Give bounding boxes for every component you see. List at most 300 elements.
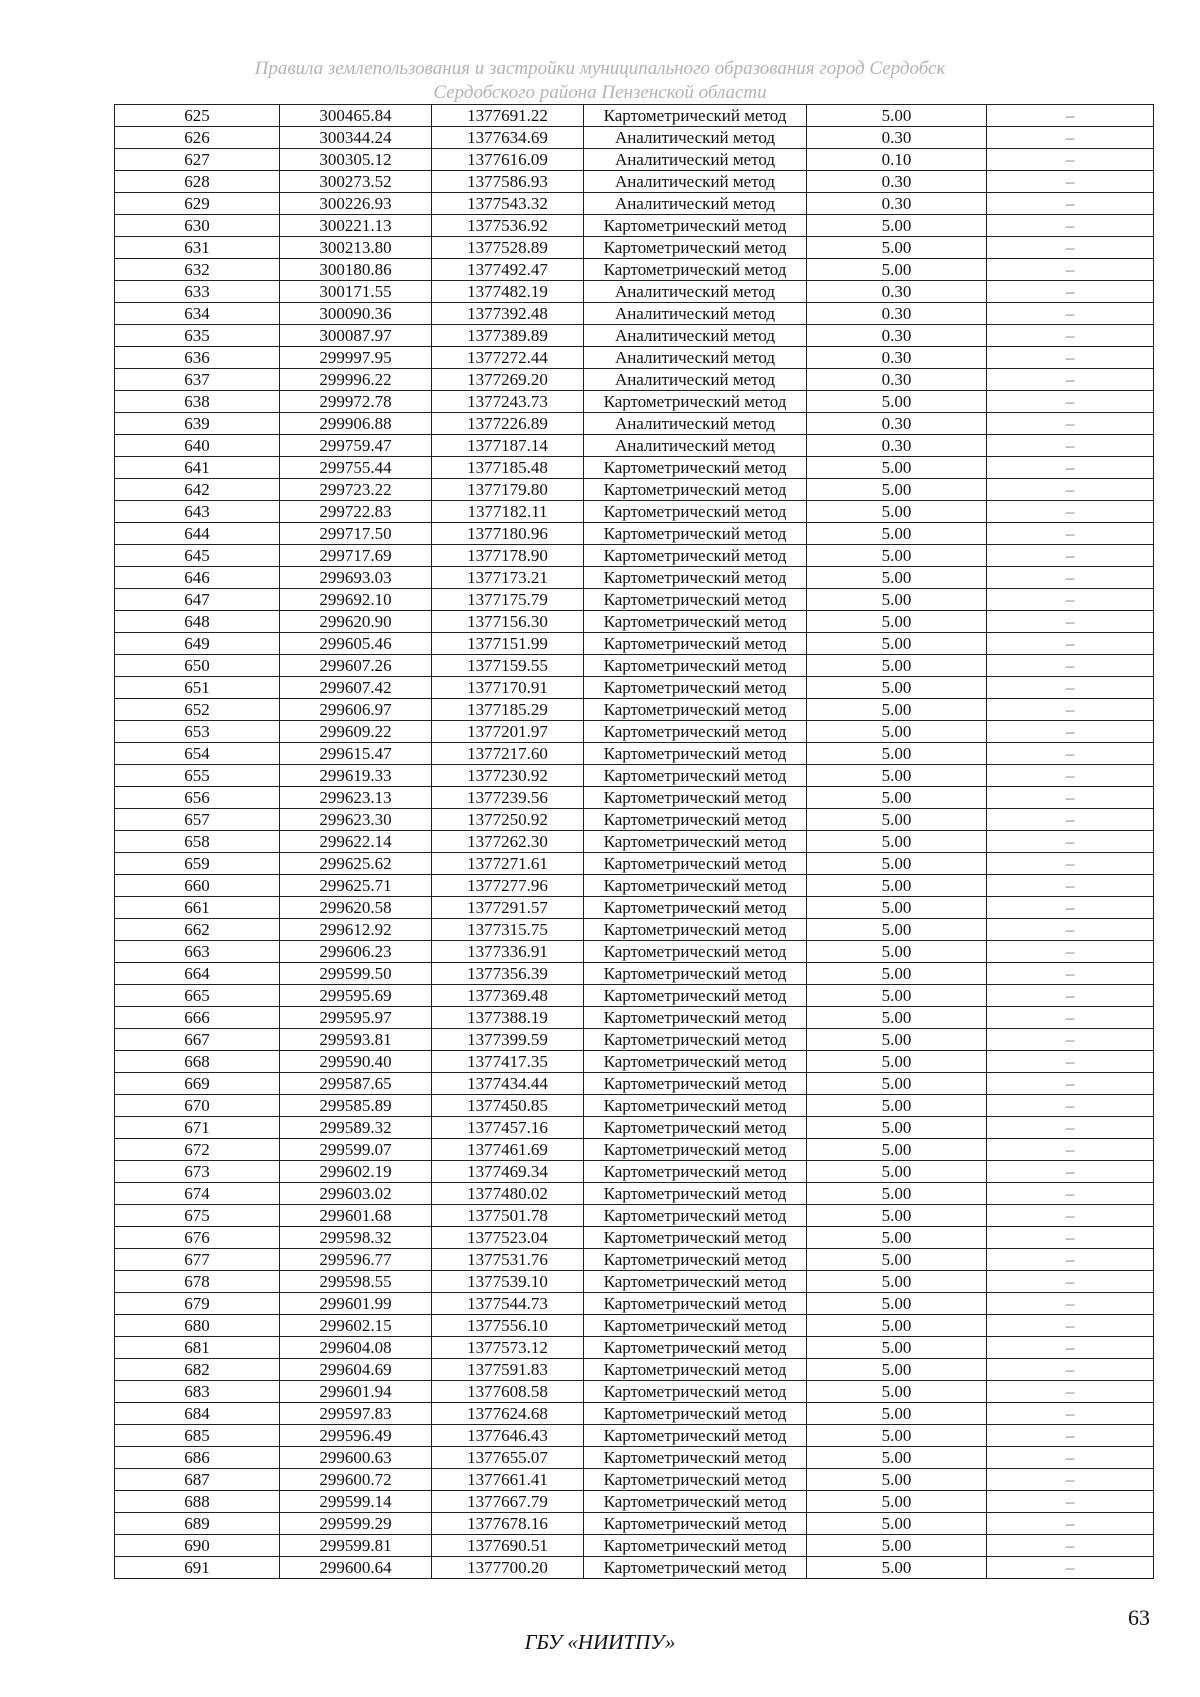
table-row	[115, 281, 1154, 303]
point-number-cell: 627	[115, 149, 280, 171]
method-cell: Картометрический метод	[584, 1491, 807, 1513]
accuracy-cell: 5.00	[807, 1337, 987, 1359]
point-number-cell: 667	[115, 1029, 280, 1051]
method-cell: Картометрический метод	[584, 677, 807, 699]
y-coordinate-cell: 1377501.78	[432, 1205, 584, 1227]
table-row	[115, 831, 1154, 853]
point-number-cell: 682	[115, 1359, 280, 1381]
x-coordinate-cell: 299609.22	[280, 721, 432, 743]
table-row	[115, 259, 1154, 281]
point-number-cell: 640	[115, 435, 280, 457]
point-number-cell: 666	[115, 1007, 280, 1029]
running-header-line-2: Сердобского района Пензенской области	[433, 82, 767, 103]
x-coordinate-cell: 299620.90	[280, 611, 432, 633]
method-cell: Картометрический метод	[584, 1271, 807, 1293]
y-coordinate-cell: 1377480.02	[432, 1183, 584, 1205]
table-row	[115, 743, 1154, 765]
table-row	[115, 1381, 1154, 1403]
point-number-cell: 652	[115, 699, 280, 721]
table-row	[115, 237, 1154, 259]
y-coordinate-cell: 1377700.20	[432, 1557, 584, 1579]
method-cell: Картометрический метод	[584, 875, 807, 897]
point-number-cell: 673	[115, 1161, 280, 1183]
point-number-cell: 646	[115, 567, 280, 589]
accuracy-cell: 5.00	[807, 1381, 987, 1403]
point-number-cell: 690	[115, 1535, 280, 1557]
accuracy-cell: 5.00	[807, 1557, 987, 1579]
point-number-cell: 656	[115, 787, 280, 809]
accuracy-cell: 5.00	[807, 963, 987, 985]
accuracy-cell: 5.00	[807, 501, 987, 523]
y-coordinate-cell: 1377170.91	[432, 677, 584, 699]
note-cell: –	[987, 1381, 1154, 1403]
method-cell: Аналитический метод	[584, 325, 807, 347]
point-number-cell: 687	[115, 1469, 280, 1491]
method-cell: Картометрический метод	[584, 721, 807, 743]
point-number-cell: 650	[115, 655, 280, 677]
table-row	[115, 611, 1154, 633]
table-row	[115, 1359, 1154, 1381]
note-cell: –	[987, 325, 1154, 347]
x-coordinate-cell: 299606.97	[280, 699, 432, 721]
note-cell: –	[987, 1051, 1154, 1073]
accuracy-cell: 5.00	[807, 237, 987, 259]
table-row	[115, 589, 1154, 611]
x-coordinate-cell: 300465.84	[280, 105, 432, 127]
point-number-cell: 663	[115, 941, 280, 963]
method-cell: Аналитический метод	[584, 127, 807, 149]
accuracy-cell: 0.30	[807, 413, 987, 435]
method-cell: Картометрический метод	[584, 1051, 807, 1073]
y-coordinate-cell: 1377178.90	[432, 545, 584, 567]
y-coordinate-cell: 1377175.79	[432, 589, 584, 611]
x-coordinate-cell: 299599.14	[280, 1491, 432, 1513]
method-cell: Картометрический метод	[584, 831, 807, 853]
note-cell: –	[987, 1073, 1154, 1095]
method-cell: Картометрический метод	[584, 633, 807, 655]
accuracy-cell: 5.00	[807, 611, 987, 633]
table-row	[115, 105, 1154, 127]
method-cell: Картометрический метод	[584, 1139, 807, 1161]
x-coordinate-cell: 300305.12	[280, 149, 432, 171]
note-cell: –	[987, 1425, 1154, 1447]
y-coordinate-cell: 1377434.44	[432, 1073, 584, 1095]
accuracy-cell: 0.30	[807, 171, 987, 193]
method-cell: Картометрический метод	[584, 985, 807, 1007]
y-coordinate-cell: 1377536.92	[432, 215, 584, 237]
note-cell: –	[987, 1469, 1154, 1491]
accuracy-cell: 5.00	[807, 1139, 987, 1161]
point-number-cell: 674	[115, 1183, 280, 1205]
table-row	[115, 1205, 1154, 1227]
accuracy-cell: 0.30	[807, 369, 987, 391]
x-coordinate-cell: 300213.80	[280, 237, 432, 259]
accuracy-cell: 5.00	[807, 1117, 987, 1139]
method-cell: Картометрический метод	[584, 765, 807, 787]
method-cell: Картометрический метод	[584, 1557, 807, 1579]
note-cell: –	[987, 589, 1154, 611]
y-coordinate-cell: 1377544.73	[432, 1293, 584, 1315]
note-cell: –	[987, 501, 1154, 523]
x-coordinate-cell: 299606.23	[280, 941, 432, 963]
note-cell: –	[987, 1359, 1154, 1381]
table-row	[115, 347, 1154, 369]
x-coordinate-cell: 299997.95	[280, 347, 432, 369]
note-cell: –	[987, 897, 1154, 919]
x-coordinate-cell: 300090.36	[280, 303, 432, 325]
point-number-cell: 672	[115, 1139, 280, 1161]
method-cell: Аналитический метод	[584, 413, 807, 435]
x-coordinate-cell: 299590.40	[280, 1051, 432, 1073]
table-row	[115, 1271, 1154, 1293]
note-cell: –	[987, 1535, 1154, 1557]
coordinates-table	[114, 104, 1154, 1579]
x-coordinate-cell: 299599.29	[280, 1513, 432, 1535]
point-number-cell: 677	[115, 1249, 280, 1271]
y-coordinate-cell: 1377291.57	[432, 897, 584, 919]
method-cell: Картометрический метод	[584, 237, 807, 259]
x-coordinate-cell: 299619.33	[280, 765, 432, 787]
accuracy-cell: 0.30	[807, 127, 987, 149]
y-coordinate-cell: 1377624.68	[432, 1403, 584, 1425]
x-coordinate-cell: 299623.30	[280, 809, 432, 831]
point-number-cell: 625	[115, 105, 280, 127]
table-row	[115, 699, 1154, 721]
y-coordinate-cell: 1377616.09	[432, 149, 584, 171]
x-coordinate-cell: 299597.83	[280, 1403, 432, 1425]
method-cell: Картометрический метод	[584, 259, 807, 281]
accuracy-cell: 0.30	[807, 281, 987, 303]
y-coordinate-cell: 1377250.92	[432, 809, 584, 831]
table-row	[115, 523, 1154, 545]
y-coordinate-cell: 1377201.97	[432, 721, 584, 743]
table-row	[115, 633, 1154, 655]
x-coordinate-cell: 299598.32	[280, 1227, 432, 1249]
x-coordinate-cell: 299605.46	[280, 633, 432, 655]
note-cell: –	[987, 1183, 1154, 1205]
table-row	[115, 853, 1154, 875]
note-cell: –	[987, 919, 1154, 941]
note-cell: –	[987, 743, 1154, 765]
y-coordinate-cell: 1377179.80	[432, 479, 584, 501]
method-cell: Картометрический метод	[584, 963, 807, 985]
y-coordinate-cell: 1377691.22	[432, 105, 584, 127]
table-row	[115, 1513, 1154, 1535]
y-coordinate-cell: 1377690.51	[432, 1535, 584, 1557]
note-cell: –	[987, 1491, 1154, 1513]
point-number-cell: 649	[115, 633, 280, 655]
point-number-cell: 626	[115, 127, 280, 149]
point-number-cell: 643	[115, 501, 280, 523]
accuracy-cell: 5.00	[807, 941, 987, 963]
point-number-cell: 668	[115, 1051, 280, 1073]
y-coordinate-cell: 1377185.29	[432, 699, 584, 721]
note-cell: –	[987, 413, 1154, 435]
note-cell: –	[987, 303, 1154, 325]
x-coordinate-cell: 299599.81	[280, 1535, 432, 1557]
point-number-cell: 659	[115, 853, 280, 875]
point-number-cell: 679	[115, 1293, 280, 1315]
table-row	[115, 1183, 1154, 1205]
note-cell: –	[987, 1161, 1154, 1183]
y-coordinate-cell: 1377356.39	[432, 963, 584, 985]
note-cell: –	[987, 1007, 1154, 1029]
method-cell: Картометрический метод	[584, 501, 807, 523]
accuracy-cell: 0.30	[807, 325, 987, 347]
point-number-cell: 654	[115, 743, 280, 765]
y-coordinate-cell: 1377173.21	[432, 567, 584, 589]
table-row	[115, 1557, 1154, 1579]
method-cell: Картометрический метод	[584, 1007, 807, 1029]
x-coordinate-cell: 299625.62	[280, 853, 432, 875]
table-row	[115, 325, 1154, 347]
y-coordinate-cell: 1377678.16	[432, 1513, 584, 1535]
point-number-cell: 648	[115, 611, 280, 633]
note-cell: –	[987, 1095, 1154, 1117]
table-row	[115, 985, 1154, 1007]
y-coordinate-cell: 1377450.85	[432, 1095, 584, 1117]
accuracy-cell: 5.00	[807, 633, 987, 655]
note-cell: –	[987, 105, 1154, 127]
point-number-cell: 691	[115, 1557, 280, 1579]
table-row	[115, 303, 1154, 325]
table-row	[115, 875, 1154, 897]
accuracy-cell: 5.00	[807, 215, 987, 237]
note-cell: –	[987, 237, 1154, 259]
accuracy-cell: 5.00	[807, 1315, 987, 1337]
method-cell: Картометрический метод	[584, 853, 807, 875]
table-row	[115, 655, 1154, 677]
y-coordinate-cell: 1377634.69	[432, 127, 584, 149]
y-coordinate-cell: 1377591.83	[432, 1359, 584, 1381]
point-number-cell: 670	[115, 1095, 280, 1117]
table-row	[115, 1161, 1154, 1183]
y-coordinate-cell: 1377531.76	[432, 1249, 584, 1271]
point-number-cell: 665	[115, 985, 280, 1007]
x-coordinate-cell: 299693.03	[280, 567, 432, 589]
y-coordinate-cell: 1377392.48	[432, 303, 584, 325]
x-coordinate-cell: 299600.63	[280, 1447, 432, 1469]
x-coordinate-cell: 299599.50	[280, 963, 432, 985]
x-coordinate-cell: 299723.22	[280, 479, 432, 501]
table-row	[115, 809, 1154, 831]
table-row	[115, 677, 1154, 699]
x-coordinate-cell: 299906.88	[280, 413, 432, 435]
y-coordinate-cell: 1377187.14	[432, 435, 584, 457]
accuracy-cell: 5.00	[807, 1271, 987, 1293]
method-cell: Картометрический метод	[584, 1359, 807, 1381]
method-cell: Картометрический метод	[584, 1095, 807, 1117]
table-row	[115, 567, 1154, 589]
accuracy-cell: 5.00	[807, 1249, 987, 1271]
accuracy-cell: 5.00	[807, 985, 987, 1007]
method-cell: Картометрический метод	[584, 1403, 807, 1425]
accuracy-cell: 0.30	[807, 303, 987, 325]
y-coordinate-cell: 1377180.96	[432, 523, 584, 545]
accuracy-cell: 5.00	[807, 1513, 987, 1535]
accuracy-cell: 5.00	[807, 391, 987, 413]
method-cell: Картометрический метод	[584, 897, 807, 919]
x-coordinate-cell: 299622.14	[280, 831, 432, 853]
x-coordinate-cell: 299603.02	[280, 1183, 432, 1205]
accuracy-cell: 5.00	[807, 853, 987, 875]
table-row	[115, 963, 1154, 985]
y-coordinate-cell: 1377389.89	[432, 325, 584, 347]
table-row	[115, 1315, 1154, 1337]
point-number-cell: 689	[115, 1513, 280, 1535]
table-row	[115, 941, 1154, 963]
point-number-cell: 658	[115, 831, 280, 853]
method-cell: Картометрический метод	[584, 919, 807, 941]
table-row	[115, 787, 1154, 809]
method-cell: Картометрический метод	[584, 567, 807, 589]
y-coordinate-cell: 1377217.60	[432, 743, 584, 765]
table-row	[115, 171, 1154, 193]
point-number-cell: 664	[115, 963, 280, 985]
x-coordinate-cell: 299607.26	[280, 655, 432, 677]
note-cell: –	[987, 633, 1154, 655]
method-cell: Картометрический метод	[584, 1513, 807, 1535]
accuracy-cell: 5.00	[807, 831, 987, 853]
point-number-cell: 671	[115, 1117, 280, 1139]
y-coordinate-cell: 1377523.04	[432, 1227, 584, 1249]
accuracy-cell: 5.00	[807, 1425, 987, 1447]
y-coordinate-cell: 1377399.59	[432, 1029, 584, 1051]
y-coordinate-cell: 1377461.69	[432, 1139, 584, 1161]
y-coordinate-cell: 1377528.89	[432, 237, 584, 259]
point-number-cell: 669	[115, 1073, 280, 1095]
note-cell: –	[987, 435, 1154, 457]
accuracy-cell: 5.00	[807, 1403, 987, 1425]
note-cell: –	[987, 1271, 1154, 1293]
x-coordinate-cell: 299601.99	[280, 1293, 432, 1315]
x-coordinate-cell: 299717.69	[280, 545, 432, 567]
x-coordinate-cell: 299623.13	[280, 787, 432, 809]
table-row	[115, 479, 1154, 501]
note-cell: –	[987, 1029, 1154, 1051]
accuracy-cell: 5.00	[807, 1161, 987, 1183]
note-cell: –	[987, 787, 1154, 809]
table-row	[115, 127, 1154, 149]
y-coordinate-cell: 1377667.79	[432, 1491, 584, 1513]
accuracy-cell: 5.00	[807, 479, 987, 501]
accuracy-cell: 5.00	[807, 765, 987, 787]
method-cell: Картометрический метод	[584, 1205, 807, 1227]
note-cell: –	[987, 941, 1154, 963]
table-row	[115, 1095, 1154, 1117]
y-coordinate-cell: 1377457.16	[432, 1117, 584, 1139]
point-number-cell: 647	[115, 589, 280, 611]
x-coordinate-cell: 299601.94	[280, 1381, 432, 1403]
method-cell: Картометрический метод	[584, 457, 807, 479]
y-coordinate-cell: 1377185.48	[432, 457, 584, 479]
table-row	[115, 1029, 1154, 1051]
point-number-cell: 634	[115, 303, 280, 325]
table-row	[115, 1139, 1154, 1161]
x-coordinate-cell: 299612.92	[280, 919, 432, 941]
x-coordinate-cell: 299596.49	[280, 1425, 432, 1447]
method-cell: Картометрический метод	[584, 1227, 807, 1249]
accuracy-cell: 5.00	[807, 1535, 987, 1557]
y-coordinate-cell: 1377388.19	[432, 1007, 584, 1029]
note-cell: –	[987, 1117, 1154, 1139]
point-number-cell: 686	[115, 1447, 280, 1469]
method-cell: Картометрический метод	[584, 1315, 807, 1337]
x-coordinate-cell: 299595.97	[280, 1007, 432, 1029]
note-cell: –	[987, 1513, 1154, 1535]
x-coordinate-cell: 299599.07	[280, 1139, 432, 1161]
note-cell: –	[987, 655, 1154, 677]
accuracy-cell: 5.00	[807, 1293, 987, 1315]
note-cell: –	[987, 765, 1154, 787]
method-cell: Картометрический метод	[584, 655, 807, 677]
accuracy-cell: 5.00	[807, 1029, 987, 1051]
y-coordinate-cell: 1377151.99	[432, 633, 584, 655]
x-coordinate-cell: 300344.24	[280, 127, 432, 149]
accuracy-cell: 5.00	[807, 655, 987, 677]
x-coordinate-cell: 299972.78	[280, 391, 432, 413]
y-coordinate-cell: 1377336.91	[432, 941, 584, 963]
note-cell: –	[987, 391, 1154, 413]
y-coordinate-cell: 1377417.35	[432, 1051, 584, 1073]
page-footer: ГБУ «НИИТПУ»	[524, 1630, 676, 1654]
x-coordinate-cell: 299759.47	[280, 435, 432, 457]
note-cell: –	[987, 985, 1154, 1007]
x-coordinate-cell: 299607.42	[280, 677, 432, 699]
table-row	[115, 721, 1154, 743]
accuracy-cell: 5.00	[807, 1491, 987, 1513]
method-cell: Картометрический метод	[584, 545, 807, 567]
point-number-cell: 662	[115, 919, 280, 941]
note-cell: –	[987, 215, 1154, 237]
note-cell: –	[987, 1557, 1154, 1579]
method-cell: Аналитический метод	[584, 303, 807, 325]
x-coordinate-cell: 299600.72	[280, 1469, 432, 1491]
accuracy-cell: 0.10	[807, 149, 987, 171]
method-cell: Картометрический метод	[584, 743, 807, 765]
method-cell: Картометрический метод	[584, 523, 807, 545]
point-number-cell: 688	[115, 1491, 280, 1513]
accuracy-cell: 5.00	[807, 105, 987, 127]
accuracy-cell: 5.00	[807, 699, 987, 721]
note-cell: –	[987, 347, 1154, 369]
method-cell: Картометрический метод	[584, 105, 807, 127]
x-coordinate-cell: 300221.13	[280, 215, 432, 237]
method-cell: Картометрический метод	[584, 1337, 807, 1359]
point-number-cell: 639	[115, 413, 280, 435]
table-row	[115, 1227, 1154, 1249]
accuracy-cell: 5.00	[807, 1095, 987, 1117]
page-number: 63	[1128, 1605, 1150, 1630]
method-cell: Картометрический метод	[584, 809, 807, 831]
table-row	[115, 1337, 1154, 1359]
point-number-cell: 676	[115, 1227, 280, 1249]
accuracy-cell: 0.30	[807, 435, 987, 457]
accuracy-cell: 5.00	[807, 677, 987, 699]
note-cell: –	[987, 1315, 1154, 1337]
table-row	[115, 1447, 1154, 1469]
method-cell: Аналитический метод	[584, 149, 807, 171]
method-cell: Картометрический метод	[584, 941, 807, 963]
table-row	[115, 1535, 1154, 1557]
table-row	[115, 765, 1154, 787]
method-cell: Картометрический метод	[584, 1447, 807, 1469]
table-row	[115, 457, 1154, 479]
note-cell: –	[987, 853, 1154, 875]
table-row	[115, 1491, 1154, 1513]
y-coordinate-cell: 1377159.55	[432, 655, 584, 677]
x-coordinate-cell: 299620.58	[280, 897, 432, 919]
